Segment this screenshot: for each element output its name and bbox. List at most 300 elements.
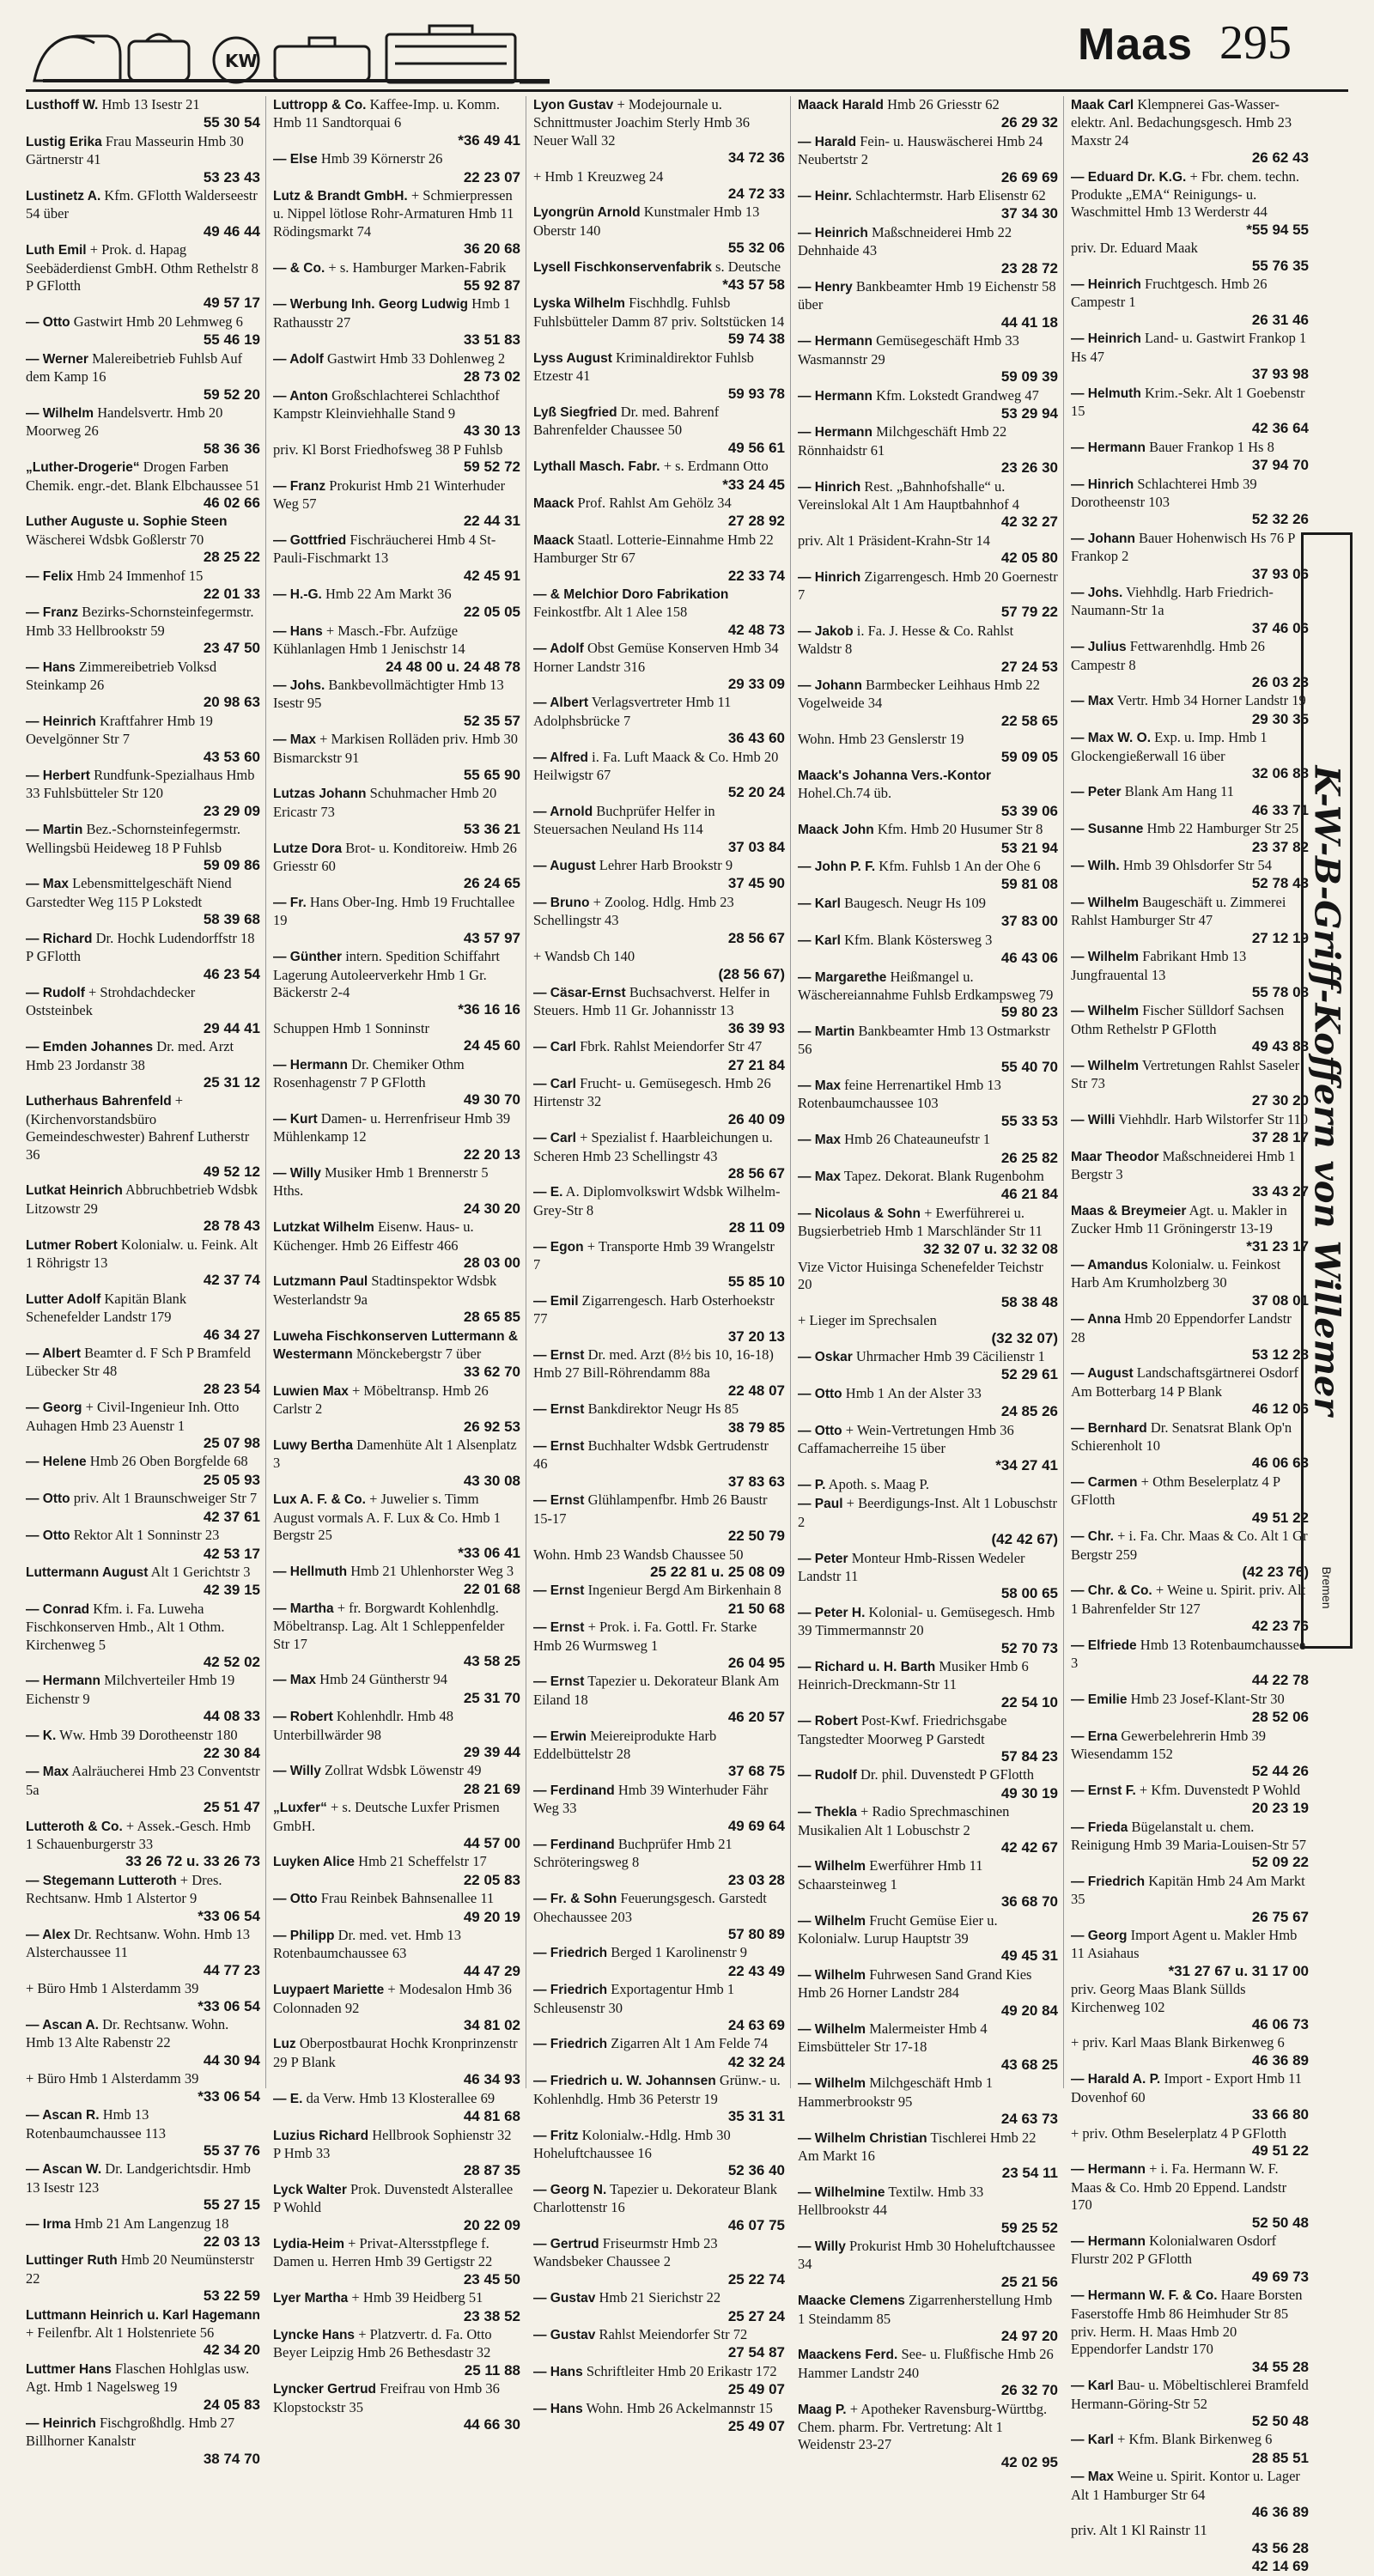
entry-name: — Karl — [798, 896, 841, 911]
column-1 — [26, 96, 266, 2467]
directory-entry — [273, 623, 520, 676]
entry-phone: 43 30 08 — [463, 1472, 520, 1489]
entry-name: Luypaert Mariette — [273, 1983, 385, 1998]
entry-phone: 22 30 84 — [203, 1744, 260, 1761]
directory-entry — [533, 204, 785, 257]
entry-name: Lutteroth & Co. — [26, 1819, 123, 1834]
entry-phone: 22 43 49 — [727, 1962, 785, 1979]
directory-entry — [533, 2072, 785, 2125]
directory-entry — [798, 2129, 1058, 2183]
entry-details: Fettwarenhdlg. Hmb 26 Campestr 8 — [1071, 638, 1265, 673]
entry-name: — Ferdinand — [533, 1838, 615, 1852]
entry-phone: 44 47 29 — [463, 1962, 520, 1979]
entry-details: Buchsachverst. Helfer in Steuers. Hmb 11 Gr. Johannisstr 13 — [533, 983, 770, 1019]
directory-entry — [798, 1348, 1058, 1384]
entry-phone: 37 45 90 — [727, 875, 785, 892]
directory-entry — [1071, 1819, 1309, 1872]
entry-details: Verlagsvertreter Hmb 11 Adolphsbrücke 7 — [533, 694, 732, 729]
entry-name: Lysell Fischkonservenfabrik — [533, 259, 712, 275]
entry-phone: 26 03 23 — [1251, 674, 1309, 690]
entry-details: Frucht Gemüse Eier u. Kolonialw. Lurup Hauptstr 39 — [798, 1911, 998, 1947]
directory-entry — [26, 404, 260, 458]
entry-phone: 22 33 74 — [727, 567, 785, 584]
entry-phone: 33 51 83 — [463, 331, 520, 349]
entry-details: + s. Hamburger Marken-Fabrik — [328, 258, 507, 276]
directory-entry — [798, 767, 1058, 820]
entry-phone: 28 56 67 — [727, 1164, 785, 1182]
directory-entry — [533, 1292, 785, 1346]
entry-phone: 46 12 06 — [1251, 1400, 1309, 1418]
directory-entry — [273, 1853, 520, 1889]
entry-name: — Oskar — [798, 1350, 853, 1365]
entry-name: — Franz — [26, 605, 79, 621]
entry-name: Lyongrün Arnold — [533, 205, 641, 221]
directory-entry — [533, 984, 785, 1037]
entry-phone: 37 94 70 — [1251, 457, 1309, 474]
entry-details: Dr. Senatsrat Blank Op'n Schierenholt 10 — [1071, 1419, 1292, 1455]
directory-entry — [798, 1604, 1058, 1657]
entry-details: Dr. med. vet. Hmb 13 Rotenbaumchaussee 63 — [273, 1927, 462, 1962]
entry-name: — Adolf — [533, 641, 584, 657]
entry-details: + Juwelier s. Timm August vormals A. F. Lux & Co. Hmb 1 Bergstr 25 — [273, 1491, 501, 1544]
directory-entry — [798, 677, 1058, 730]
entry-phone: 23 28 72 — [1000, 259, 1058, 276]
entry-details: Tapezier u. Dekorateur Blank Charlottenstr 16 — [533, 2180, 778, 2216]
directory-entry — [533, 1437, 785, 1491]
entry-details: Maßschneiderei Hmb 22 Dehnhaide 43 — [798, 223, 1012, 259]
entry-phone: 29 39 44 — [463, 1743, 520, 1760]
entry-phone: 37 03 84 — [727, 838, 785, 855]
entry-details: Frucht- u. Gemüsegesch. Hmb 26 Hirtenstr 32 — [533, 1074, 771, 1110]
entry-name: Luwien Max — [273, 1383, 349, 1399]
directory-entry — [533, 1400, 785, 1437]
entry-name: — Erna — [1071, 1728, 1118, 1744]
directory-entry — [273, 1164, 520, 1218]
entry-phone: 53 29 94 — [1000, 404, 1058, 422]
entry-phone: 21 50 68 — [727, 1600, 785, 1617]
entry-name: — Anton — [273, 388, 328, 404]
entry-name: Maack Harald — [798, 98, 884, 112]
entry-details: Tapez. Dekorat. Blank Rugenbohm — [843, 1167, 1044, 1184]
entry-phone: 58 38 48 — [1000, 1293, 1058, 1310]
directory-entry — [1071, 2125, 1309, 2160]
entry-name: Lustig Erika — [26, 134, 102, 149]
entry-details: Rest. „Bahnhofshalle“ u. Vereinslokal Alt 1 Am Hauptbahnhof 4 — [798, 477, 1020, 513]
entry-phone: 26 75 67 — [1251, 1908, 1309, 1925]
entry-name: — Max — [273, 1673, 316, 1688]
entry-name: — Werbung Inh. Georg Ludwig — [273, 297, 469, 313]
entry-phone: 28 21 69 — [463, 1780, 520, 1797]
entry-details: Beamter d. F Sch P Bramfeld Lübecker Str 48 — [26, 1345, 251, 1380]
entry-phone: 22 03 13 — [203, 2233, 260, 2250]
entry-name: — Wilhelm — [798, 2076, 866, 2092]
entry-details: Bankdirektor Neugr Hs 85 — [587, 1400, 739, 1418]
directory-entry — [1071, 439, 1309, 475]
directory-entry — [533, 2363, 785, 2399]
entry-phone: 44 22 78 — [1251, 1672, 1309, 1689]
entry-phone: 35 31 31 — [727, 2108, 785, 2125]
directory-entry — [1071, 584, 1309, 637]
entry-name: — Elfriede — [1071, 1637, 1137, 1653]
entry-phone: 55 78 08 — [1251, 983, 1309, 1000]
directory-entry — [26, 133, 260, 186]
entry-name: — Karl — [1071, 2433, 1114, 2448]
entry-phone: 25 22 74 — [727, 2270, 785, 2287]
entry-name: — Wilhelm — [798, 1859, 866, 1874]
entry-details: Feinkostfbr. Alt 1 Alee 158 — [533, 604, 688, 621]
entry-details: Zigarrengesch. Hmb 20 Goernestr 7 — [798, 568, 1058, 603]
directory-entry — [533, 1129, 785, 1182]
entry-name: Lutmer Robert — [26, 1237, 118, 1253]
directory-entry — [798, 1966, 1058, 2020]
entry-details: Zimmereibetrieb Volksd Steinkamp 26 — [26, 658, 217, 693]
directory-entry — [533, 258, 785, 295]
entry-phone: 29 33 09 — [727, 676, 785, 692]
entry-details: Hmb 1 An der Alster 33 — [845, 1384, 982, 1401]
entry-name: Lutze Dora — [273, 841, 343, 856]
directory-entry — [26, 568, 260, 604]
entry-details: Hmb 39 Ohlsdorfer Str 54 — [1122, 857, 1273, 874]
directory-entry — [26, 1980, 260, 2015]
directory-entry — [798, 224, 1058, 277]
entry-details: Prof. Rahlst Am Gehölz 34 — [577, 494, 732, 511]
entry-details: Hmb 20 Neumünsterstr 22 — [26, 2251, 254, 2287]
directory-entry — [1071, 2233, 1309, 2286]
entry-details: Exportagentur Hmb 1 Schleusenstr 30 — [533, 1981, 735, 2016]
entry-name: — Heinrich — [26, 714, 96, 729]
entry-phone: 25 11 88 — [464, 2361, 520, 2379]
directory-entry — [1071, 2558, 1309, 2575]
entry-name: — Richard u. H. Barth — [798, 1659, 936, 1674]
entry-details: + Hmb 39 Heidberg 51 — [351, 2289, 483, 2306]
entry-name: — Hinrich — [1071, 477, 1134, 492]
entry-phone: 49 30 19 — [1000, 1784, 1058, 1801]
directory-entry — [533, 1782, 785, 1835]
entry-details: Bau- u. Möbeltischlerei Bramfeld Hermann-Göring-Str 52 — [1071, 2377, 1309, 2412]
entry-details: intern. Spedition Schiffahrt Lagerung Autoleerverkehr Hmb 1 Gr. Bäckerstr 2-4 — [273, 948, 501, 1000]
entry-details: Buchhalter Wdsbk Gertrudenstr 46 — [533, 1437, 769, 1473]
directory-entry — [273, 1273, 520, 1326]
directory-entry — [533, 1038, 785, 1074]
directory-entry — [533, 295, 785, 348]
entry-details: Großschlachterei Schlachthof Kampstr Kleinviehhalle Stand 9 — [273, 386, 500, 422]
directory-entry — [26, 1763, 260, 1816]
entry-name: — Richard — [26, 931, 93, 946]
advertisement-text: K-W-B-Griff-Koffern von Willemer — [1306, 765, 1347, 1416]
entry-details: Baugeschäft u. Zimmerei Rahlst Hamburger Str 47 — [1071, 893, 1286, 929]
entry-phone: 52 78 43 — [1251, 875, 1309, 892]
entry-details: Glühlampenfbr. Hmb 26 Baustr 15-17 — [533, 1492, 768, 1527]
entry-details: + Zoolog. Hdlg. Hmb 23 Schellingstr 43 — [533, 893, 734, 929]
entry-phone: 22 05 05 — [463, 604, 520, 621]
entry-details: + Büro Hmb 1 Alsterdamm 39 — [26, 2070, 199, 2087]
entry-phone: 44 41 18 — [1000, 313, 1058, 331]
entry-phone: 57 84 23 — [1000, 1747, 1058, 1765]
entry-phone: 49 46 44 — [203, 222, 260, 240]
entry-name: — Heinr. — [798, 189, 852, 204]
entry-details: Viehhdlg. Harb Friedrich-Naumann-Str 1a — [1071, 583, 1274, 619]
entry-name: Maas & Breymeier — [1071, 1203, 1187, 1218]
directory-entry — [1071, 1002, 1309, 1055]
directory-entry — [1071, 2377, 1309, 2430]
entry-details: Kolonial- u. Gemüsegesch. Hmb 39 Timmermannstr 20 — [798, 1603, 1055, 1639]
entry-name: — Max — [26, 877, 69, 892]
entry-phone: 24 72 33 — [727, 185, 785, 203]
directory-entry — [533, 1728, 785, 1781]
entry-name: — Willy — [273, 1165, 321, 1181]
entry-phone: 37 28 17 — [1251, 1129, 1309, 1146]
entry-details: Rahlst Meiendorfer Str 72 — [599, 2325, 748, 2342]
entry-phone: 42 53 17 — [203, 1545, 260, 1562]
directory-entry — [798, 731, 1058, 766]
entry-name: Luther Auguste u. Sophie Steen — [26, 514, 228, 530]
entry-phone: 22 23 07 — [463, 168, 520, 185]
entry-phone: 49 43 88 — [1251, 1038, 1309, 1055]
entry-phone: 37 93 98 — [1251, 366, 1309, 383]
entry-details: Kolonialw. u. Feink. Alt 1 Röhrigstr 13 — [26, 1236, 258, 1271]
svg-text:KW: KW — [225, 51, 258, 71]
entry-phone: 36 39 93 — [727, 1019, 785, 1036]
entry-name: Lyß Siegfried — [533, 404, 617, 420]
directory-entry — [533, 1619, 785, 1672]
entry-details: Ewerführer Hmb 11 Schaarsteinweg 1 — [798, 1857, 983, 1893]
entry-phone: 44 66 30 — [463, 2416, 520, 2433]
entry-details: Damenhüte Alt 1 Alsenplatz 3 — [273, 1437, 517, 1472]
entry-details: + i. Fa. Hermann W. F. Maas & Co. Hmb 20 Eppend. Landstr 170 — [1071, 2160, 1287, 2214]
entry-details: + Dres. Rechtsanw. Hmb 1 Alstertor 9 — [26, 1871, 222, 1907]
entry-phone: 42 52 02 — [203, 1653, 260, 1670]
entry-name: — Max — [1071, 2470, 1114, 2485]
entry-phone: 23 54 11 — [1001, 2165, 1058, 2182]
entry-details: + Prok. d. Hapag Seebäderdienst GmbH. Othm Rethelstr 8 P GFlotth — [26, 241, 258, 295]
entry-phone: 53 36 21 — [463, 821, 520, 838]
entry-phone: 34 55 28 — [1251, 2358, 1309, 2375]
directory-entry — [1071, 276, 1309, 329]
directory-entry — [533, 1238, 785, 1291]
entry-details: Hmb 21 Scheffelstr 17 — [358, 1853, 487, 1870]
entry-details: + Beerdigungs-Inst. Alt 1 Lobuschstr 2 — [798, 1495, 1057, 1530]
directory-entry — [1071, 857, 1309, 893]
entry-details: Hmb 21 Am Langenzug 18 — [74, 2215, 229, 2232]
directory-entry — [273, 677, 520, 730]
entry-details: + Feilenfbr. Alt 1 Holstenriete 56 — [26, 2324, 215, 2341]
directory-entry — [26, 2016, 260, 2069]
directory-entry — [273, 477, 520, 531]
entry-details: Hmb 21 Sierichstr 22 — [599, 2289, 721, 2306]
entry-details: + priv. Karl Maas Blank Birkenweg 6 — [1071, 2034, 1285, 2051]
entry-name: „Luther-Drogerie“ — [26, 460, 140, 476]
entry-phone: 42 34 20 — [203, 2342, 260, 2359]
entry-phone: 59 25 52 — [1000, 2219, 1058, 2236]
entry-phone: 22 44 31 — [463, 513, 520, 530]
entry-name: — Ernst — [533, 1674, 585, 1690]
directory-entry — [273, 2181, 520, 2234]
directory-entry — [1071, 1148, 1309, 1201]
entry-name: — Bernhard — [1071, 1420, 1147, 1436]
entry-name: — Wilhelm — [1071, 950, 1140, 965]
entry-phone: 25 05 93 — [203, 1471, 260, 1488]
directory-entry — [798, 1803, 1058, 1856]
entry-details: Hmb 13 Rotenbaumchaussee 113 — [26, 2106, 166, 2142]
entry-phone: 22 50 79 — [727, 1528, 785, 1545]
entry-name: — Erwin — [533, 1728, 587, 1744]
entry-phone: 42 45 91 — [463, 567, 520, 584]
entry-phone: 59 80 23 — [1000, 1004, 1058, 1021]
directory-entry — [1071, 1728, 1309, 1781]
entry-name: — Karl — [798, 933, 841, 948]
entry-phone: 23 37 82 — [1251, 838, 1309, 855]
entry-details: i. Fa. Luft Maack & Co. Hmb 20 Heilwigstr 67 — [533, 748, 779, 784]
entry-details: Zigarrenherstellung Hmb 1 Steindamm 85 — [798, 2292, 1053, 2327]
entry-name: — Else — [273, 152, 318, 167]
entry-details: Import - Export Hmb 11 Dovenhof 60 — [1071, 2070, 1303, 2105]
entry-phone: 55 46 19 — [203, 331, 260, 349]
directory-entry — [1071, 2070, 1309, 2123]
directory-entry — [533, 1582, 785, 1618]
directory-entry — [273, 1218, 520, 1272]
entry-phone: 44 30 94 — [203, 2051, 260, 2069]
entry-phone: 43 53 60 — [203, 748, 260, 765]
entry-phone: 52 32 26 — [1251, 511, 1309, 528]
entry-details: Bankbeamter Hmb 13 Ostmarkstr 56 — [798, 1022, 1050, 1058]
entry-phone: 34 81 02 — [463, 2017, 520, 2034]
entry-details: priv. Georg Maas Blank Süllds Kirchenweg 102 — [1071, 1981, 1246, 2015]
directory-entry — [533, 1836, 785, 1889]
entry-details: Haare Borsten Faserstoffe Hmb 86 Heimhuder Str 85 — [1071, 2287, 1303, 2322]
directory-entry — [273, 532, 520, 585]
entry-phone: 26 31 46 — [1251, 311, 1309, 328]
entry-details: da Verw. Hmb 13 Klosterallee 69 — [306, 2089, 495, 2106]
entry-details: Lebensmittelgeschäft Niend Garstedter Weg 115 P Lokstedt — [26, 875, 232, 910]
entry-name: — Gustav — [533, 2291, 596, 2306]
directory-entry — [533, 404, 785, 457]
entry-details: Fischräucherei Hmb 4 St-Pauli-Fischmarkt 13 — [273, 531, 496, 567]
entry-details: Kohlenhdlr. Hmb 48 Unterbillwärder 98 — [273, 1708, 453, 1743]
entry-name: — Hermann — [273, 1057, 348, 1072]
entry-details: + s. Erdmann Otto — [663, 458, 769, 475]
entry-name: — Peter — [1071, 785, 1122, 800]
entry-phone: 32 06 88 — [1251, 765, 1309, 782]
entry-details: Hmb 13 Rotenbaumchaussee 3 — [1071, 1636, 1306, 1671]
entry-name: — Emilie — [1071, 1692, 1128, 1707]
entry-name: — Otto — [26, 1528, 70, 1544]
directory-entry — [273, 1708, 520, 1761]
directory-entry — [273, 1020, 520, 1055]
entry-details: Monteur Hmb-Rissen Wedeler Landstr 11 — [798, 1549, 1025, 1584]
entry-name: — Gottfried — [273, 532, 347, 548]
directory-entry — [1071, 1111, 1309, 1147]
entry-phone: 28 65 85 — [463, 1309, 520, 1326]
entry-phone: 52 20 24 — [727, 784, 785, 801]
entry-details: + Weine u. Spirit. priv. Alt 1 Bahrenfelder Str 127 — [1071, 1582, 1306, 1617]
entry-phone: 25 22 81 u. 25 08 09 — [650, 1563, 785, 1580]
entry-details: Textilw. Hmb 33 Hellbrookstr 44 — [798, 2183, 984, 2219]
entry-phone: 49 69 73 — [1251, 2268, 1309, 2285]
entry-name: — Max — [26, 1765, 69, 1780]
entry-details: Viehhdlr. Harb Wilstorfer Str 110 — [1118, 1110, 1308, 1127]
entry-details: Tischlerei Hmb 22 Am Markt 16 — [798, 2129, 1037, 2164]
directory-entry — [533, 749, 785, 802]
entry-details: Bezirks-Schornsteinfegermstr. Hmb 33 Hellbrookstr 59 — [26, 604, 254, 639]
directory-entry — [1071, 240, 1309, 275]
entry-phone: 26 40 09 — [727, 1110, 785, 1127]
entry-name: Luweha Fischkonserven Luttermann & Westermann — [273, 1328, 519, 1363]
entry-details: Milchgeschäft Hmb 1 Hammerbrookstr 95 — [798, 2075, 994, 2110]
advertisement-city: Bremen — [1320, 1566, 1334, 1609]
entry-details: Bauer Hohenwisch Hs 76 P Frankop 2 — [1071, 529, 1295, 565]
entry-name: — Rudolf — [798, 1768, 857, 1783]
entry-details: Buchprüfer Helfer in Steuersachen Neuland Hs 114 — [533, 802, 715, 838]
entry-details: Fein- u. Hauswäscherei Hmb 24 Neubertstr 2 — [798, 132, 1043, 168]
entry-details: Gastwirt Hmb 20 Lehmweg 6 — [73, 313, 243, 330]
entry-name: — H.-G. — [273, 586, 322, 602]
entry-phone: 25 51 47 — [203, 1799, 260, 1816]
directory-entry — [26, 1818, 260, 1871]
entry-details: Schlachtermstr. Harb Elisenstr 62 — [855, 187, 1046, 204]
entry-name: — Ascan R. — [26, 2108, 100, 2123]
entry-phone: 59 52 20 — [203, 386, 260, 403]
entry-phone: 24 45 60 — [463, 1037, 520, 1054]
entry-phone: 53 12 28 — [1251, 1346, 1309, 1364]
entry-details: Zollrat Wdsbk Löwenstr 49 — [324, 1762, 482, 1779]
entry-name: — Johann — [1071, 531, 1135, 546]
entry-name: Lythall Masch. Fabr. — [533, 459, 660, 475]
entry-phone: 26 92 53 — [463, 1418, 520, 1435]
entry-details: Hmb 39 Körnerstr 26 — [320, 150, 443, 167]
entry-phone: (42 42 67) — [991, 1531, 1058, 1548]
entry-details: Staatl. Lotterie-Einnahme Hmb 22 Hamburger Str 67 — [533, 531, 774, 567]
entry-phone: 55 33 53 — [1000, 1112, 1058, 1129]
entry-phone: 22 01 33 — [203, 585, 260, 602]
entry-name: Luyken Alice — [273, 1855, 356, 1870]
entry-phone: 52 50 48 — [1251, 2214, 1309, 2231]
entry-name: — Otto — [26, 314, 70, 330]
entry-name: — Helmuth — [1071, 386, 1141, 401]
entry-details: Kunstmaler Hmb 13 Oberstr 140 — [533, 204, 760, 239]
entry-phone: 55 65 90 — [463, 767, 520, 784]
entry-phone: 20 22 09 — [463, 2216, 520, 2233]
entry-details: Weine u. Spirit. Kontor u. Lager Alt 1 Hamburger Str 64 — [1071, 2468, 1300, 2503]
entry-details: priv. Kl Borst Friedhofsweg 38 P Fuhlsb — [273, 440, 503, 458]
entry-details: Vertr. Hmb 34 Horner Landstr 19 — [1116, 692, 1306, 709]
entry-phone: 28 56 67 — [727, 929, 785, 946]
entry-details: Freifrau von Hmb 36 Klopstockstr 35 — [273, 2380, 500, 2415]
entry-phone: 42 05 80 — [1000, 550, 1058, 567]
directory-entry — [533, 2400, 785, 2436]
entry-name: — Amandus — [1071, 1258, 1148, 1273]
directory-entry — [1071, 2287, 1309, 2323]
entry-phone: 28 73 02 — [463, 368, 520, 386]
entry-name: Maag P. — [798, 2402, 847, 2417]
entry-name: — Heinrich — [798, 225, 868, 240]
entry-phone: 32 32 07 u. 32 32 08 — [923, 1240, 1058, 1257]
directory-entry — [273, 1600, 520, 1671]
entry-details: Damen- u. Herrenfriseur Hmb 39 Mühlenkamp 12 — [273, 1109, 511, 1145]
entry-details: + Hmb 1 Kreuzweg 24 — [533, 167, 664, 185]
entry-name: — Hans — [26, 659, 76, 675]
entry-details: Bügelanstalt u. chem. Reinigung Hmb 39 Maria-Louisen-Str 57 — [1071, 1818, 1307, 1853]
entry-phone: 42 42 67 — [1000, 1839, 1058, 1856]
entry-details: Buchprüfer Hmb 21 Schröteringsweg 8 — [533, 1836, 733, 1871]
directory-entry — [533, 2181, 785, 2234]
directory-entry — [798, 1131, 1058, 1167]
entry-name: — Susanne — [1071, 822, 1144, 837]
entry-name: — Robert — [273, 1710, 333, 1725]
directory-entry — [273, 1890, 520, 1926]
directory-entry — [533, 495, 785, 531]
entry-details: Bez.-Schornsteinfegermstr. Wellingsbü Heideweg 18 P Fuhlsb — [26, 821, 241, 856]
entry-details: Milchverteiler Hmb 19 Eichenstr 9 — [26, 1672, 235, 1707]
